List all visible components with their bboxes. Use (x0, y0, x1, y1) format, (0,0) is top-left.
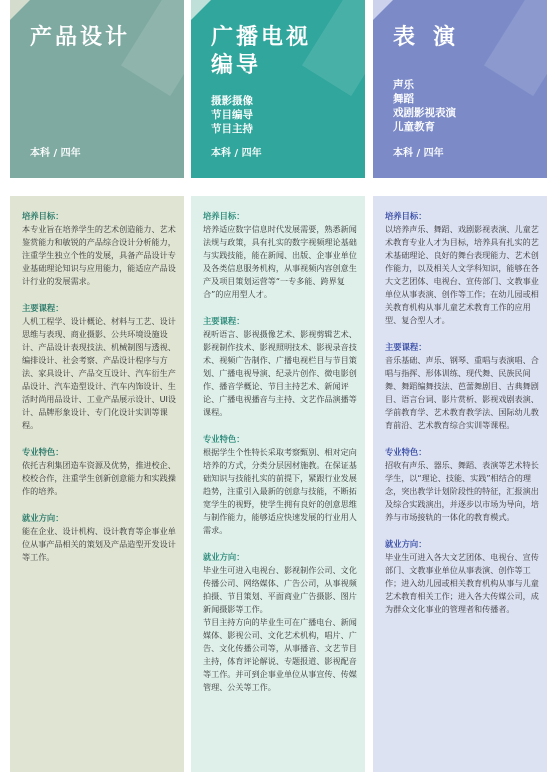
section-text-goal: 本专业旨在培养学生的艺术创造能力、艺术鉴赏能力和敏锐的产品综合设计分析能力，注重学生独立个性的发展，具备产品设计专业基础理论知识与应用能力，能适应产品设计行业的发展需求。 (22, 224, 176, 286)
direction-item: 儿童教育 (393, 121, 435, 133)
degree-label: 本科 / 四年 (30, 148, 81, 159)
direction-item: 节目主持 (211, 123, 253, 135)
section-text-career: 毕业生可进入各大文艺团体、电视台、宣传部门、文教事业单位从事表演、创作等工作；进入幼儿园或相关教育机构从事与儿童艺术教育相关工作；进入各大传媒公司，成为群众文化事业的管理者和传播者。 (385, 552, 539, 614)
direction-item: 摄影摄像 (211, 95, 253, 107)
section-text-career: 能在企业、设计机构、设计教育等企事业单位从事产品相关的策划及产品造型开发设计等工作。 (22, 526, 176, 562)
column-product-design (10, 0, 184, 772)
column-header (373, 0, 547, 178)
section-title-career: 就业方向： (203, 552, 245, 562)
section-text-courses: 视听语言、影视摄像艺术、影视剪辑艺术、影视制作技术、影视照明技术、影视录音技术、视频广告制作、广播电视栏目与节目策划、广播电视导演、纪录片创作、微电影创作、播音学概论、节目主持艺术、新闻评论、广播电视播音与主持、文艺作品演播等课程。 (203, 329, 357, 417)
section-title-courses: 主要课程： (22, 303, 64, 313)
section-title-courses: 主要课程： (385, 342, 427, 352)
section-title-career: 就业方向： (385, 539, 427, 549)
section-title-goal: 培养目标： (385, 211, 427, 221)
column-header (191, 0, 365, 178)
direction-item: 戏剧影视表演 (393, 107, 456, 119)
section-text-courses: 人机工程学、设计概论、材料与工艺、设计思维与表现、商业摄影、公共环境设施设计、产品设计表现技法、机械制图与透视、编排设计、社会考察、产品设计程序与方法、家具设计、产品交互设计、汽车衍生产品设计、汽车造型设计、汽车内饰设计、生活时尚用品设计、工业产品展示设计、UI设计、品牌形象设计、专门化设计实训等课程。 (22, 316, 177, 430)
degree-label: 本科 / 四年 (393, 148, 444, 159)
section-text-goal: 以培养声乐、舞蹈、戏剧影视表演、儿童艺术教育专业人才为目标，培养具有扎实的艺术基础理论、良好的舞台表现能力、艺术创作能力，以及相关人文学科知识，能够在各大文艺团体、电视台、宣传部门、文教事业单位从事表演、创作等工作；在幼儿园或相关教育机构从事儿童艺术教育工作的应用型、复合型人才。 (385, 224, 539, 325)
column-body (191, 196, 365, 772)
section-text-features: 根据学生个性特长采取考察甄别、相对定向培养的方式，分类分层因材施教。在保证基础知识与技能扎实的前提下，紧跟行业发展趋势，注重引入最新的创意与技能，不断拓宽学生的视野，使学生拥有良好的创意思维与制作能力，能够适应快速发展的行业用人需求。 (203, 447, 357, 535)
section-text-goal: 培养适应数字信息时代发展需要，熟悉新闻法规与政策，具有扎实的数字视频理论基础与实践技能，能在新闻、出版、企事业单位及各类信息服务机构，从事视频内容创意生产及项目策划运营等“一专多能、跨界复合”的应用型人才。 (203, 224, 357, 299)
section-title-career: 就业方向： (22, 513, 64, 523)
section-text-features: 依托吉利集团造车资源及优势，推进校企、校校合作，注重学生创新创意能力和实践操作的培养。 (22, 460, 176, 496)
direction-item: 声乐 (393, 79, 414, 91)
column-header (10, 0, 184, 178)
section-title-features: 专业特色： (22, 447, 64, 457)
section-text-career: 毕业生可进入电视台、影视制作公司、文化传播公司、网络媒体、广告公司，从事视频拍摄、节目策划、平面商业广告摄影、图片新闻摄影等工作。 节目主持方向的毕业生可在广播电台、新闻媒体、影视公司、文化艺术机构，唱片、广告、文化传播公司等，从事播音、文艺节目主持，体育评论解说、专题报道、影视配音等工作。并可到企事业单位从事宣传、传媒管理、公关等工作。 (203, 565, 357, 692)
column-performance (373, 0, 547, 772)
section-title-goal: 培养目标： (203, 211, 245, 221)
major-title: 表演 (393, 25, 474, 50)
direction-list (393, 78, 456, 134)
section-text-courses: 音乐基础、声乐、钢琴、重唱与表演唱、合唱与指挥、形体训练、现代舞、民族民间舞、舞蹈编舞技法、芭蕾舞剧目、古典舞剧目、语言台词、影片赏析、影视戏剧表演、学前教育学、艺术教育教学法、国际幼儿教育前沿、艺术教育综合实训等课程。 (385, 355, 539, 430)
section-title-courses: 主要课程： (203, 316, 245, 326)
major-title: 产品设计 (30, 25, 131, 50)
column-body (373, 196, 547, 772)
section-text-features: 招收有声乐、器乐、舞蹈、表演等艺术特长学生，以“理论、技能、实践”相结合的理念，突出教学计划阶段性的特征，汇报演出及综合实践演出，并逐步以市场为导向，培养与市场接轨的一体化的教育模式。 (385, 460, 539, 522)
direction-item: 节目编导 (211, 109, 253, 121)
major-title: 广播电视 编导 (211, 25, 312, 78)
column-broadcast-directing (191, 0, 365, 772)
section-title-features: 专业特色： (203, 434, 245, 444)
section-title-features: 专业特色： (385, 447, 427, 457)
section-title-goal: 培养目标： (22, 211, 64, 221)
column-body (10, 196, 184, 772)
direction-item: 舞蹈 (393, 93, 414, 105)
direction-list (211, 94, 253, 136)
degree-label: 本科 / 四年 (211, 148, 262, 159)
